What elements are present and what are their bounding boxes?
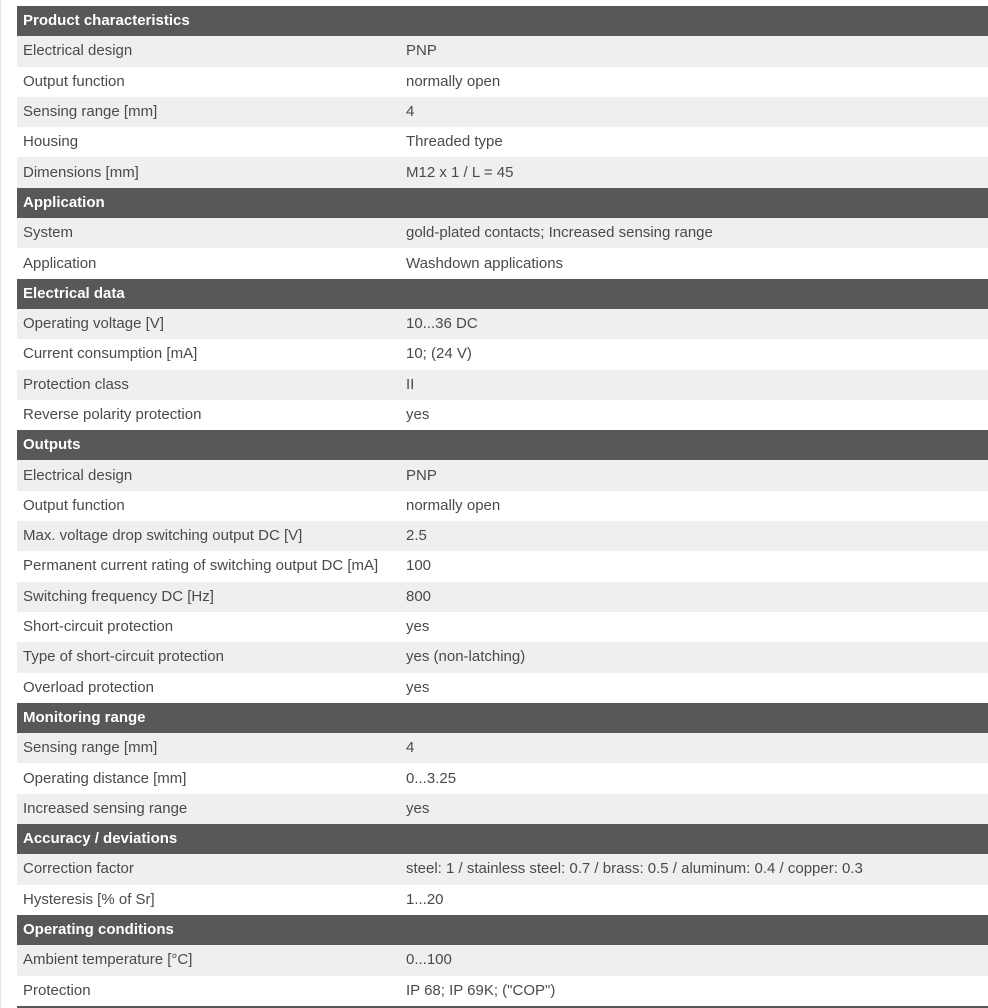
spec-value: PNP	[400, 460, 988, 490]
spec-row	[17, 157, 988, 187]
spec-value: yes	[400, 400, 988, 430]
spec-label: Operating voltage [V]	[17, 309, 400, 339]
spec-row	[17, 733, 988, 763]
spec-label: Permanent current rating of switching output DC [mA]	[17, 551, 400, 581]
spec-row	[17, 127, 988, 157]
spec-value: 0...3.25	[400, 763, 988, 793]
spec-row	[17, 67, 988, 97]
spec-row	[17, 97, 988, 127]
section-header	[17, 6, 988, 36]
spec-row	[17, 339, 988, 369]
section-title: Monitoring range	[17, 703, 988, 733]
spec-label: Current consumption [mA]	[17, 339, 400, 369]
section-header	[17, 824, 988, 854]
section-title: Application	[17, 188, 988, 218]
spec-value: 10...36 DC	[400, 309, 988, 339]
section-header	[17, 279, 988, 309]
section-header	[17, 430, 988, 460]
spec-row	[17, 854, 988, 884]
spec-row	[17, 218, 988, 248]
spec-row	[17, 976, 988, 1006]
spec-label: Dimensions [mm]	[17, 157, 400, 187]
spec-label: Protection class	[17, 370, 400, 400]
spec-label: Output function	[17, 67, 400, 97]
spec-row	[17, 763, 988, 793]
spec-value: yes	[400, 673, 988, 703]
spec-value: Threaded type	[400, 127, 988, 157]
spec-value: 1...20	[400, 885, 988, 915]
spec-label: Sensing range [mm]	[17, 97, 400, 127]
spec-value: yes (non-latching)	[400, 642, 988, 672]
spec-value: Washdown applications	[400, 248, 988, 278]
spec-value: yes	[400, 794, 988, 824]
spec-label: Application	[17, 248, 400, 278]
spec-label: System	[17, 218, 400, 248]
spec-table-body	[17, 6, 988, 1006]
spec-value: IP 68; IP 69K; ("COP")	[400, 976, 988, 1006]
spec-row	[17, 612, 988, 642]
spec-value: normally open	[400, 491, 988, 521]
section-header	[17, 703, 988, 733]
spec-value: steel: 1 / stainless steel: 0.7 / brass: 0.5 / aluminum: 0.4 / copper: 0.3	[400, 854, 988, 884]
spec-row	[17, 794, 988, 824]
spec-row	[17, 491, 988, 521]
spec-row	[17, 521, 988, 551]
section-title: Electrical data	[17, 279, 988, 309]
product-specification	[17, 6, 988, 1006]
spec-value: PNP	[400, 36, 988, 66]
spec-row	[17, 885, 988, 915]
spec-label: Overload protection	[17, 673, 400, 703]
spec-row	[17, 673, 988, 703]
section-header	[17, 188, 988, 218]
spec-value: 10; (24 V)	[400, 339, 988, 369]
spec-label: Switching frequency DC [Hz]	[17, 582, 400, 612]
spec-row	[17, 309, 988, 339]
section-header	[17, 915, 988, 945]
spec-value: 100	[400, 551, 988, 581]
spec-label: Max. voltage drop switching output DC [V]	[17, 521, 400, 551]
spec-label: Hysteresis [% of Sr]	[17, 885, 400, 915]
spec-label: Ambient temperature [°C]	[17, 945, 400, 975]
spec-label: Short-circuit protection	[17, 612, 400, 642]
section-title: Outputs	[17, 430, 988, 460]
spec-label: Electrical design	[17, 36, 400, 66]
section-title: Operating conditions	[17, 915, 988, 945]
spec-row	[17, 551, 988, 581]
spec-value: 2.5	[400, 521, 988, 551]
spec-label: Electrical design	[17, 460, 400, 490]
spec-label: Output function	[17, 491, 400, 521]
spec-row	[17, 36, 988, 66]
spec-value: normally open	[400, 67, 988, 97]
section-title: Product characteristics	[17, 6, 988, 36]
section-title: Accuracy / deviations	[17, 824, 988, 854]
spec-value: gold-plated contacts; Increased sensing range	[400, 218, 988, 248]
spec-value: 0...100	[400, 945, 988, 975]
spec-label: Increased sensing range	[17, 794, 400, 824]
spec-label: Reverse polarity protection	[17, 400, 400, 430]
spec-value: 4	[400, 733, 988, 763]
spec-row	[17, 400, 988, 430]
spec-row	[17, 642, 988, 672]
spec-value: M12 x 1 / L = 45	[400, 157, 988, 187]
spec-row	[17, 370, 988, 400]
spec-row	[17, 582, 988, 612]
spec-value: 800	[400, 582, 988, 612]
spec-value: II	[400, 370, 988, 400]
spec-table	[17, 6, 988, 1006]
spec-label: Operating distance [mm]	[17, 763, 400, 793]
spec-row	[17, 460, 988, 490]
spec-row	[17, 248, 988, 278]
page-left-border	[0, 0, 1, 1008]
spec-label: Type of short-circuit protection	[17, 642, 400, 672]
spec-value: yes	[400, 612, 988, 642]
spec-row	[17, 945, 988, 975]
spec-value: 4	[400, 97, 988, 127]
spec-label: Protection	[17, 976, 400, 1006]
spec-label: Housing	[17, 127, 400, 157]
spec-label: Correction factor	[17, 854, 400, 884]
spec-label: Sensing range [mm]	[17, 733, 400, 763]
